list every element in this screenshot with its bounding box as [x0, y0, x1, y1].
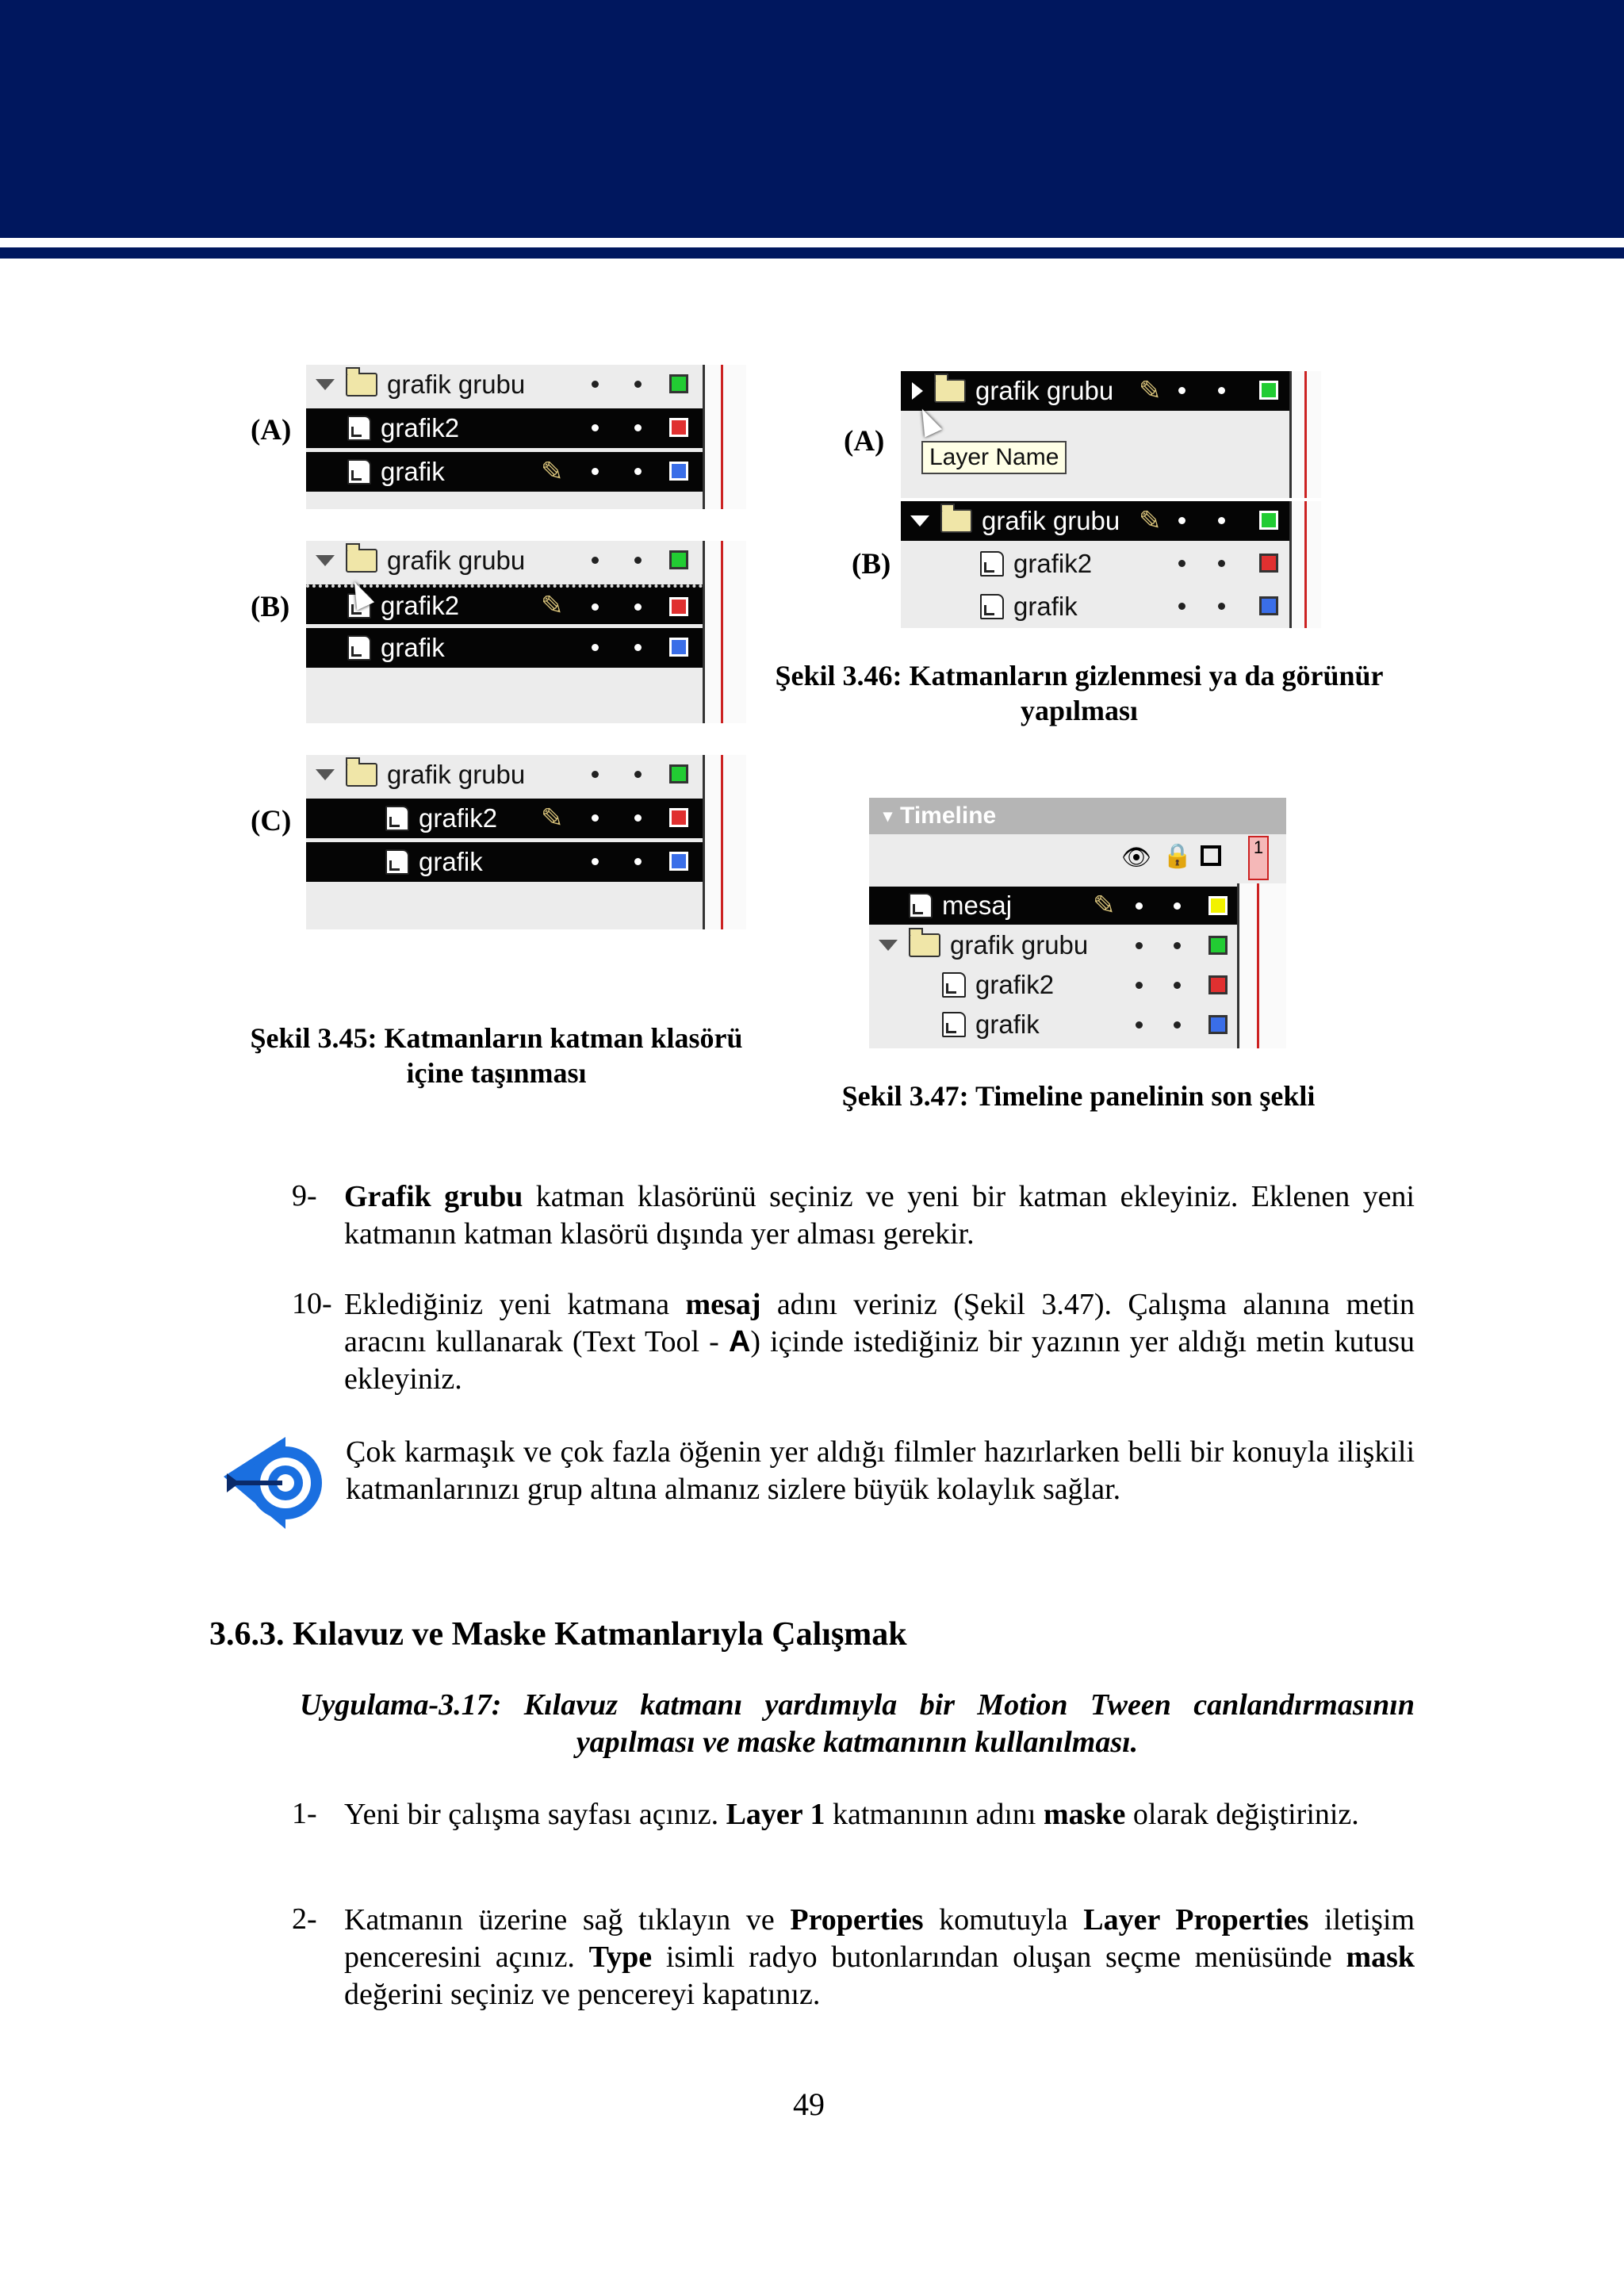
- step-text: katmanının adını: [825, 1798, 1044, 1831]
- step-number: 9-: [292, 1179, 317, 1213]
- lock-dot: [1174, 982, 1181, 989]
- folder-icon: [909, 933, 940, 957]
- lock-dot: [634, 603, 642, 611]
- playhead: [721, 541, 723, 723]
- layer-name: grafik grubu: [387, 370, 526, 399]
- expand-triangle-icon: [316, 769, 335, 780]
- playhead: [721, 755, 723, 929]
- bold-term: mesaj: [685, 1288, 761, 1321]
- visibility-dot: [592, 603, 599, 611]
- fig345-label-a: (A): [251, 414, 292, 446]
- section-heading: 3.6.3. Kılavuz ve Maske Katmanlarıyla Çalışmak: [209, 1616, 907, 1653]
- layer-row-grafik2: [901, 544, 1289, 584]
- pencil-icon: ✎: [1139, 506, 1162, 536]
- fig345-label-c: (C): [251, 805, 292, 837]
- step-text: Eklediğiniz yeni katmana: [344, 1288, 686, 1321]
- visibility-dot: [1136, 1021, 1143, 1029]
- expand-triangle-icon: [316, 379, 335, 390]
- step-9-text: [344, 1178, 1415, 1253]
- panel-collapse-icon: ▾: [883, 806, 893, 826]
- frame-number: 1: [1248, 836, 1269, 880]
- layer-name: grafik grubu: [387, 546, 526, 575]
- caption-line: içine taşınması: [406, 1057, 587, 1089]
- outline-color-green: [1259, 381, 1278, 400]
- layer-row-grafik2: [306, 408, 703, 448]
- layer-row-group: [869, 926, 1237, 964]
- lock-dot: [1174, 942, 1181, 949]
- bold-term: maske: [1043, 1798, 1126, 1831]
- fig347-caption: Şekil 3.47: Timeline panelinin son şekli: [841, 1080, 1316, 1112]
- folder-icon: [940, 509, 972, 533]
- visibility-dot: [592, 858, 599, 865]
- visibility-dot: [592, 424, 599, 431]
- layer-name: grafik: [381, 457, 445, 486]
- lock-dot: [634, 381, 642, 388]
- pencil-icon: ✎: [1093, 891, 1116, 921]
- visibility-dot: [1136, 902, 1143, 910]
- timeline-icon-bar: [869, 834, 1286, 883]
- visibility-dot: [1178, 560, 1185, 567]
- outline-color-green: [669, 374, 688, 393]
- outline-color-blue: [669, 638, 688, 657]
- fig346-label-a: (A): [844, 425, 885, 458]
- lock-dot: [1174, 1021, 1181, 1029]
- visibility-dot: [592, 814, 599, 822]
- frame-area: [703, 755, 746, 929]
- lock-dot: [634, 771, 642, 778]
- step-text: isimli radyo butonlarından oluşan seçme menüsünde: [652, 1940, 1346, 1974]
- lock-dot: [1218, 603, 1225, 610]
- frame-area: [1237, 883, 1286, 1048]
- visibility-dot: [592, 381, 599, 388]
- layer-name: grafik grubu: [387, 760, 526, 789]
- layer-row-grafik: [306, 628, 703, 668]
- layer-name: grafik2: [381, 591, 460, 620]
- step-number: 1-: [292, 1797, 317, 1830]
- playhead: [1304, 501, 1307, 628]
- step-number: 2-: [292, 1902, 317, 1936]
- layer-name: grafik2: [1013, 549, 1093, 578]
- outline-color-yellow: [1208, 896, 1228, 915]
- outline-color-blue: [669, 852, 688, 871]
- timeline-title: Timeline: [900, 803, 997, 829]
- outline-color-green: [669, 764, 688, 783]
- target-arrow-icon: [216, 1429, 324, 1537]
- step-text: komutuyla: [923, 1903, 1084, 1937]
- fig345-panel-c: [306, 755, 746, 929]
- layer-row-grafik2: [869, 966, 1237, 1004]
- caption-line: Şekil 3.45: Katmanların katman klasörü: [250, 1022, 743, 1054]
- layer-row-grafik: [306, 842, 703, 882]
- layer-name: grafik grubu: [975, 376, 1114, 405]
- outline-color-green: [669, 550, 688, 569]
- bold-term: Layer Properties: [1083, 1903, 1309, 1937]
- layer-name: mesaj: [942, 891, 1013, 920]
- layer-row-group: [306, 755, 703, 795]
- layer-icon: [980, 594, 1004, 619]
- layer-row-group: [901, 371, 1289, 411]
- bold-term: mask: [1346, 1940, 1415, 1974]
- layer-name: grafik grubu: [950, 930, 1089, 960]
- lock-dot: [634, 557, 642, 564]
- layer-icon: [347, 459, 371, 485]
- frame-area: [1289, 501, 1321, 628]
- collapsed-triangle-icon: [912, 382, 923, 400]
- step-text: ) içinde istediğiniz bir yazının yer aldığı metin kutusu ekleyiniz.: [344, 1325, 1415, 1396]
- timeline-titlebar: [869, 798, 1286, 834]
- bold-term: Type: [588, 1940, 653, 1974]
- lock-dot: [1218, 560, 1225, 567]
- header-banner: [0, 0, 1624, 238]
- layer-name: grafik: [381, 633, 445, 662]
- fig345-panel-a: [306, 365, 746, 509]
- bold-term: Properties: [790, 1903, 924, 1937]
- outline-color-blue: [1259, 596, 1278, 615]
- layer-row-group: [901, 501, 1289, 541]
- fig346-panel-a: [901, 371, 1321, 498]
- step-number: 10-: [292, 1287, 332, 1320]
- layer-icon: [385, 849, 409, 875]
- frame-area: [703, 365, 746, 509]
- visibility-dot: [1178, 387, 1185, 394]
- outline-color-red: [1259, 554, 1278, 573]
- lock-dot: [1218, 387, 1225, 394]
- layer-name: grafik2: [381, 413, 460, 442]
- step-text: Yeni bir çalışma sayfası açınız.: [344, 1798, 726, 1831]
- outline-color-red: [669, 418, 688, 437]
- timeline-panel: [869, 798, 1286, 1048]
- step-text: Katmanın üzerine sağ tıklayın ve: [344, 1903, 791, 1937]
- fig346-caption: [758, 658, 1400, 728]
- exercise-title: Uygulama-3.17: Kılavuz katmanı yardımıyla bir Motion Tween canlandırmasının yapılması ve maske katmanının kullanılması.: [300, 1688, 1415, 1759]
- step-text: değerini seçiniz ve pencereyi kapatınız.: [344, 1978, 821, 2011]
- expand-triangle-icon: [910, 515, 929, 527]
- visibility-dot: [1178, 603, 1185, 610]
- outline-color-red: [669, 808, 688, 827]
- outline-icon: [1201, 845, 1221, 866]
- frame-area: [703, 541, 746, 723]
- outline-color-red: [1208, 975, 1228, 994]
- pencil-icon: ✎: [541, 457, 564, 487]
- layer-row-group: [306, 541, 703, 580]
- playhead: [1304, 371, 1307, 498]
- pencil-icon: ✎: [541, 803, 564, 833]
- pencil-icon: ✎: [541, 591, 564, 621]
- fig345-label-b: (B): [251, 591, 290, 623]
- layer-icon: [347, 635, 371, 661]
- visibility-dot: [592, 644, 599, 651]
- step-text: iletişim penceresini açınız.: [344, 1903, 1415, 1974]
- expand-triangle-icon: [316, 555, 335, 566]
- folder-icon: [346, 763, 377, 787]
- step-text: katman klasörünü seçiniz ve yeni bir katman ekleyiniz. Eklenen yeni katmanın katman klasörü dışında yer alması gerekir.: [344, 1180, 1415, 1251]
- folder-icon: [346, 549, 377, 573]
- outline-color-blue: [1208, 1015, 1228, 1034]
- fig346-label-b: (B): [852, 548, 891, 580]
- bold-term: Layer 1: [726, 1798, 825, 1831]
- layer-name: grafik2: [419, 803, 498, 833]
- lock-icon: 🔒: [1162, 843, 1193, 869]
- layer-name: grafik grubu: [982, 506, 1120, 535]
- fig345-panel-b: [306, 541, 746, 723]
- layer-row-grafik: [901, 587, 1289, 626]
- fig345-caption: [235, 1021, 758, 1090]
- tip-text: Çok karmaşık ve çok fazla öğenin yer aldığı filmler hazırlarken belli bir konuyla ilişkili katmanlarınızı grup altına almanız sizlere büyük kolaylık sağlar.: [346, 1435, 1415, 1506]
- caption-line: Şekil 3.46: Katmanların gizlenmesi ya da görünür: [775, 660, 1384, 692]
- visibility-dot: [592, 557, 599, 564]
- playhead: [1257, 883, 1259, 1048]
- layer-icon: [385, 806, 409, 831]
- step-text: olarak değiştiriniz.: [1125, 1798, 1359, 1831]
- layer-name: grafik2: [975, 970, 1055, 999]
- playhead: [721, 365, 723, 509]
- layer-icon: [980, 551, 1004, 577]
- outline-color-blue: [669, 462, 688, 481]
- layer-row-mesaj: [869, 887, 1237, 925]
- lock-dot: [634, 644, 642, 651]
- tooltip: Layer Name: [921, 441, 1067, 474]
- lock-dot: [634, 468, 642, 475]
- text-tool-icon: A: [728, 1325, 751, 1358]
- expand-triangle-icon: [879, 940, 898, 951]
- layer-icon: [942, 1012, 966, 1037]
- layer-row-grafik: [306, 452, 703, 492]
- pencil-icon: ✎: [1139, 376, 1162, 406]
- outline-color-green: [1208, 936, 1228, 955]
- folder-icon: [346, 373, 377, 397]
- step-2-text: [344, 1902, 1415, 2013]
- layer-row-group: [306, 365, 703, 404]
- layer-icon: [909, 893, 933, 918]
- lock-dot: [634, 858, 642, 865]
- bold-term: Grafik grubu: [344, 1180, 523, 1213]
- layer-row-grafik2: [306, 799, 703, 838]
- step-10-text: [344, 1286, 1415, 1398]
- header-gap: [0, 238, 1624, 247]
- visibility-dot: [1136, 982, 1143, 989]
- fig346-panel-b: [901, 501, 1321, 628]
- header-rule: [0, 247, 1624, 259]
- layer-icon: [347, 416, 371, 441]
- lock-dot: [634, 424, 642, 431]
- outline-color-green: [1259, 511, 1278, 530]
- layer-name: grafik: [1013, 592, 1078, 621]
- visibility-dot: [1178, 517, 1185, 524]
- layer-name: grafik: [975, 1009, 1040, 1039]
- visibility-dot: [592, 771, 599, 778]
- lock-dot: [1174, 902, 1181, 910]
- layer-row-grafik: [869, 1006, 1237, 1044]
- frame-area: [1289, 371, 1321, 498]
- lock-dot: [1218, 517, 1225, 524]
- outline-color-red: [669, 597, 688, 616]
- visibility-dot: [1136, 942, 1143, 949]
- eye-icon: 👁: [1121, 845, 1152, 871]
- step-text: adını veriniz (Şekil 3.47). Çalışma alanına metin aracını kullanarak (Text Tool -: [344, 1288, 1415, 1358]
- caption-line: yapılması: [1020, 695, 1139, 726]
- layer-icon: [942, 972, 966, 998]
- visibility-dot: [592, 468, 599, 475]
- lock-dot: [634, 814, 642, 822]
- step-1-text: [344, 1796, 1415, 1833]
- folder-icon: [934, 379, 966, 403]
- layer-name: grafik: [419, 847, 483, 876]
- page-number: 49: [793, 2086, 825, 2122]
